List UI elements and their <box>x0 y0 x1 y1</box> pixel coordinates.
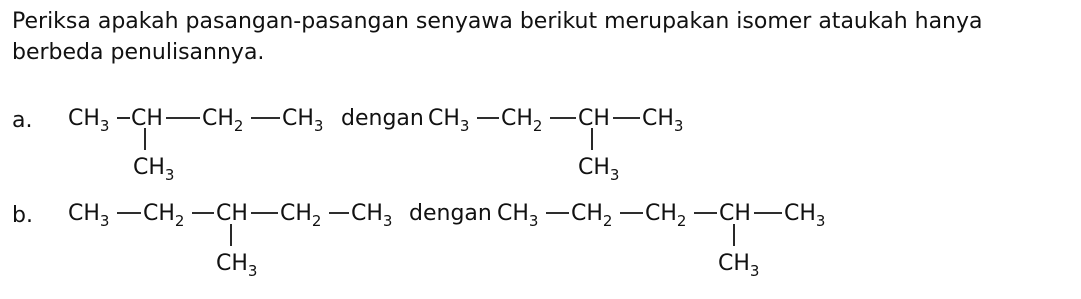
group-ch3: $CH_3$ <box>642 106 684 135</box>
group-ch: CH <box>131 106 163 131</box>
branch-ch3: $CH_3$ <box>133 155 175 184</box>
group-ch2: $CH_2$ <box>645 201 687 230</box>
group-ch3: $CH_3$ <box>282 106 324 135</box>
group-ch3: $CH_3$ <box>784 201 826 230</box>
group-ch: CH <box>216 201 248 226</box>
branch-ch3: $CH_3$ <box>578 155 620 184</box>
group-ch2: $CH_2$ <box>202 106 244 135</box>
formula-b-left <box>68 201 392 280</box>
group-ch2: $CH_2$ <box>280 201 322 230</box>
group-ch3: $CH_3$ <box>351 201 393 230</box>
group-ch2: $CH_2$ <box>143 201 185 230</box>
branch-ch3: $CH_3$ <box>216 251 258 280</box>
question-text: Periksa apakah pasangan-pasangan senyawa berikut merupakan isomer ataukah hanya berbeda penulisannya. <box>12 9 983 65</box>
group-ch: CH <box>578 106 610 131</box>
connector-b: dengan <box>409 201 492 226</box>
group-ch3: $CH_3$ <box>68 201 110 230</box>
item-b-label: b. <box>12 203 33 228</box>
formula-a-right <box>428 106 683 184</box>
group-ch2: $CH_2$ <box>571 201 613 230</box>
group-ch: CH <box>719 201 751 226</box>
formula-b-right <box>497 201 825 280</box>
formula-a-left <box>68 106 323 184</box>
item-a-label: a. <box>12 108 33 133</box>
group-ch3: $CH_3$ <box>428 106 470 135</box>
branch-ch3: $CH_3$ <box>718 251 760 280</box>
group-ch3: $CH_3$ <box>497 201 539 230</box>
group-ch2: $CH_2$ <box>501 106 543 135</box>
group-ch3: $CH_3$ <box>68 106 110 135</box>
connector-a: dengan <box>341 106 424 131</box>
